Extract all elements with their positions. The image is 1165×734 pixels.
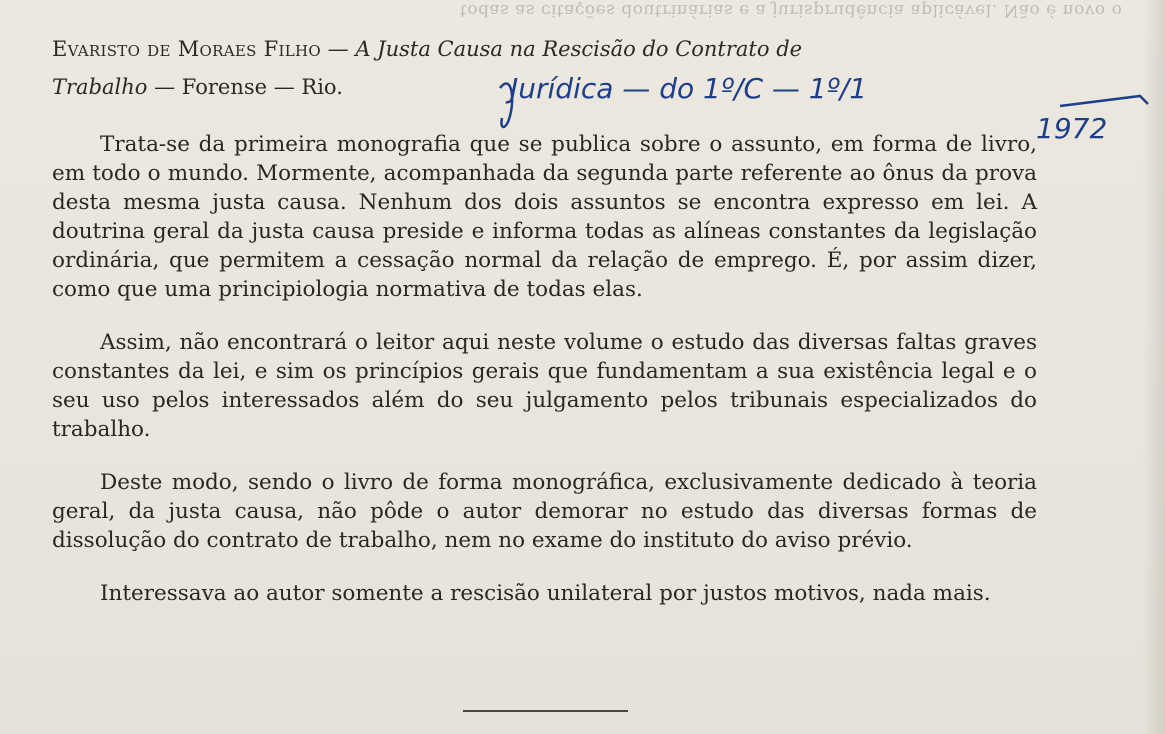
city: Rio. [301, 75, 343, 99]
paragraph: Interessava ao autor somente a rescisão unilateral por justos motivos, nada mais. [100, 581, 991, 606]
book-title-continuation: Trabalho [52, 75, 148, 99]
book-title: A Justa Causa na Rescisão do Contrato de [355, 37, 803, 61]
separator: — [147, 75, 182, 99]
separator: — [320, 37, 356, 61]
handwritten-year: 1972 [1036, 112, 1108, 145]
pen-stroke-flourish [1060, 96, 1148, 106]
author-name: Evaristo de Moraes Filho [52, 37, 321, 61]
end-rule [463, 710, 628, 712]
bleed-through-text: todas as citações doutrinárias e a jurisprudência aplicável. Não é novo o [460, 0, 1123, 20]
handwritten-line-1: Jurídica — do 1º/C — 1º/1 [510, 72, 868, 105]
separator: — [267, 75, 302, 99]
review-body [52, 130, 1037, 632]
paragraph: Deste modo, sendo o livro de forma monográfica, exclusivamente dedicado à teoria geral, da justa causa, não pôde o autor demorar no estudo das diversas formas de dissolução do contrato de trabalho, nem no exame do instituto do aviso prévio. [52, 470, 1037, 553]
paragraph: Assim, não encontrará o leitor aqui neste volume o estudo das diversas faltas graves constantes da lei, e sim os princípios gerais que fundamentam a sua existência legal e o seu uso pelos interessados além do seu julgamento pelos tribunais especializados do trabalho. [52, 330, 1037, 442]
publisher: Forense [181, 75, 268, 99]
paragraph: Trata-se da primeira monografia que se publica sobre o assunto, em forma de livro, em todo o mundo. Mormente, acompanhada da segunda parte referente ao ônus da prova desta mesma justa causa. Nenhum dos dois assuntos se encontra expresso em lei. A doutrina geral da justa causa preside e informa todas as alíneas constantes da legislação ordinária, que permitem a cessação normal da relação de emprego. É, por assim dizer, como que uma principiologia normativa de todas elas. [52, 132, 1037, 302]
